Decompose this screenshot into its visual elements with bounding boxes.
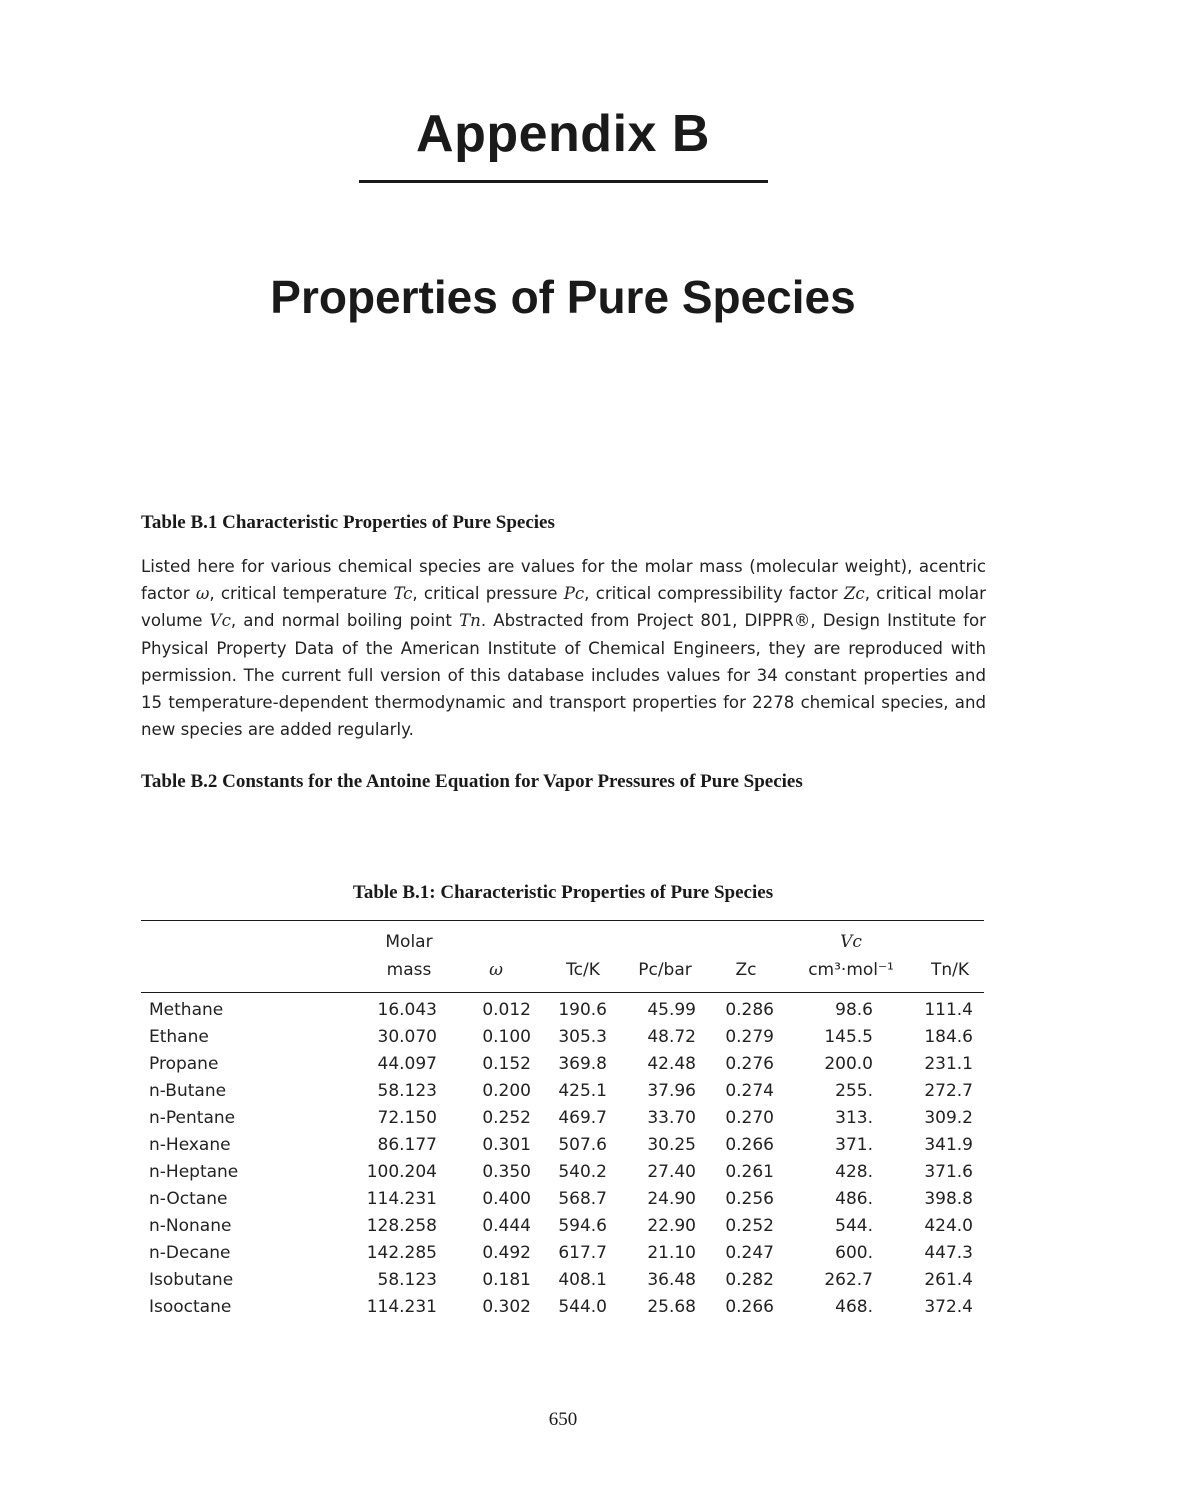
cell-zc: 0.274 bbox=[725, 1081, 774, 1101]
header-pc: Pc/bar bbox=[638, 960, 692, 980]
cell-omega: 0.200 bbox=[482, 1081, 531, 1101]
table-row bbox=[141, 1081, 984, 1108]
cell-omega: 0.100 bbox=[482, 1027, 531, 1047]
header-vc-units: cm³·mol⁻¹ bbox=[808, 960, 894, 980]
cell-name: n-Decane bbox=[149, 1243, 231, 1263]
cell-tn: 371.6 bbox=[924, 1162, 973, 1182]
cell-mass: 142.285 bbox=[366, 1243, 437, 1263]
cell-vc: 428. bbox=[835, 1162, 873, 1182]
cell-vc: 200.0 bbox=[824, 1054, 873, 1074]
cell-tn: 309.2 bbox=[924, 1108, 973, 1128]
cell-omega: 0.152 bbox=[482, 1054, 531, 1074]
cell-mass: 72.150 bbox=[377, 1108, 437, 1128]
cell-tn: 341.9 bbox=[924, 1135, 973, 1155]
cell-name: Methane bbox=[149, 1000, 224, 1020]
table-row bbox=[141, 1270, 984, 1297]
table-row bbox=[141, 1216, 984, 1243]
cell-name: n-Nonane bbox=[149, 1216, 232, 1236]
cell-omega: 0.350 bbox=[482, 1162, 531, 1182]
cell-vc: 313. bbox=[835, 1108, 873, 1128]
cell-vc: 262.7 bbox=[824, 1270, 873, 1290]
cell-name: Propane bbox=[149, 1054, 219, 1074]
cell-zc: 0.276 bbox=[725, 1054, 774, 1074]
cell-zc: 0.270 bbox=[725, 1108, 774, 1128]
table-row bbox=[141, 1054, 984, 1081]
cell-mass: 58.123 bbox=[377, 1270, 437, 1290]
table-row bbox=[141, 1108, 984, 1135]
cell-omega: 0.302 bbox=[482, 1297, 531, 1317]
desc-part4: , critical compressibility factor bbox=[584, 584, 844, 604]
header-vc: Vc bbox=[840, 932, 862, 952]
cell-tc: 469.7 bbox=[558, 1108, 607, 1128]
table-b2-heading: Table B.2 Constants for the Antoine Equation for Vapor Pressures of Pure Species bbox=[141, 771, 803, 792]
cell-pc: 48.72 bbox=[647, 1027, 696, 1047]
cell-tc: 540.2 bbox=[558, 1162, 607, 1182]
cell-name: n-Heptane bbox=[149, 1162, 239, 1182]
cell-zc: 0.261 bbox=[725, 1162, 774, 1182]
symbol-pc: Pc bbox=[563, 584, 585, 604]
cell-mass: 44.097 bbox=[377, 1054, 437, 1074]
cell-zc: 0.282 bbox=[725, 1270, 774, 1290]
cell-pc: 42.48 bbox=[647, 1054, 696, 1074]
desc-part6: , and normal boiling point bbox=[230, 611, 460, 631]
desc-part7: . Abstracted from Project 801, DIPPR®, Design Institute for Physical Property Data of the American Institute of Chemical Engineers, they are reproduced with permission. The current full version of this database includes values for 34 constant properties and 15 temperature-dependent thermodynamic and transport properties for 2278 chemical species, and new species are added regularly. bbox=[141, 611, 987, 740]
chapter-title: Properties of Pure Species bbox=[270, 271, 856, 323]
cell-tn: 261.4 bbox=[924, 1270, 973, 1290]
cell-tc: 594.6 bbox=[558, 1216, 607, 1236]
table-header-rule bbox=[141, 992, 984, 993]
cell-mass: 30.070 bbox=[377, 1027, 437, 1047]
cell-omega: 0.181 bbox=[482, 1270, 531, 1290]
cell-vc: 486. bbox=[835, 1189, 873, 1209]
desc-part5: , critical molar volume bbox=[141, 584, 986, 631]
header-tc: Tc/K bbox=[566, 960, 600, 980]
cell-pc: 22.90 bbox=[647, 1216, 696, 1236]
cell-vc: 255. bbox=[835, 1081, 873, 1101]
symbol-omega: ω bbox=[195, 584, 210, 604]
cell-pc: 33.70 bbox=[647, 1108, 696, 1128]
cell-vc: 145.5 bbox=[824, 1027, 873, 1047]
cell-name: Isooctane bbox=[149, 1297, 232, 1317]
cell-tc: 305.3 bbox=[558, 1027, 607, 1047]
cell-name: n-Octane bbox=[149, 1189, 228, 1209]
cell-mass: 114.231 bbox=[366, 1189, 437, 1209]
header-tn: Tn/K bbox=[930, 960, 970, 980]
desc-part2: , critical temperature bbox=[209, 584, 394, 604]
cell-mass: 86.177 bbox=[377, 1135, 437, 1155]
symbol-tn: Tn bbox=[459, 611, 481, 631]
cell-tn: 231.1 bbox=[924, 1054, 973, 1074]
table-b1-heading: Table B.1 Characteristic Properties of Pure Species bbox=[141, 512, 555, 533]
table-row bbox=[141, 1189, 984, 1216]
table-b1-description bbox=[141, 553, 986, 743]
cell-vc: 98.6 bbox=[835, 1000, 873, 1020]
cell-vc: 371. bbox=[835, 1135, 873, 1155]
symbol-zc: Zc bbox=[843, 584, 865, 604]
page-number: 650 bbox=[548, 1409, 578, 1430]
cell-mass: 16.043 bbox=[377, 1000, 437, 1020]
header-molar: Molar bbox=[385, 932, 433, 952]
symbol-tc: Tc bbox=[393, 584, 413, 604]
header-zc: Zc bbox=[735, 960, 757, 980]
cell-tn: 111.4 bbox=[924, 1000, 973, 1020]
header-omega: ω bbox=[489, 960, 503, 980]
cell-mass: 114.231 bbox=[366, 1297, 437, 1317]
cell-zc: 0.279 bbox=[725, 1027, 774, 1047]
cell-tc: 190.6 bbox=[558, 1000, 607, 1020]
cell-zc: 0.247 bbox=[725, 1243, 774, 1263]
cell-mass: 58.123 bbox=[377, 1081, 437, 1101]
cell-omega: 0.012 bbox=[482, 1000, 531, 1020]
cell-tc: 617.7 bbox=[558, 1243, 607, 1263]
cell-tn: 272.7 bbox=[924, 1081, 973, 1101]
cell-pc: 21.10 bbox=[647, 1243, 696, 1263]
cell-omega: 0.400 bbox=[482, 1189, 531, 1209]
cell-zc: 0.266 bbox=[725, 1135, 774, 1155]
table-row bbox=[141, 1297, 984, 1324]
cell-zc: 0.252 bbox=[725, 1216, 774, 1236]
desc-part1: Listed here for various chemical species are values for the molar mass (molecular weight), acentric factor bbox=[141, 557, 986, 604]
table-row bbox=[141, 1135, 984, 1162]
cell-tc: 408.1 bbox=[558, 1270, 607, 1290]
cell-name: n-Pentane bbox=[149, 1108, 236, 1128]
cell-zc: 0.256 bbox=[725, 1189, 774, 1209]
desc-part3: , critical pressure bbox=[412, 584, 564, 604]
cell-name: Ethane bbox=[149, 1027, 209, 1047]
cell-mass: 128.258 bbox=[366, 1216, 437, 1236]
table-row bbox=[141, 1162, 984, 1189]
table-row bbox=[141, 1000, 984, 1027]
cell-pc: 25.68 bbox=[647, 1297, 696, 1317]
cell-zc: 0.286 bbox=[725, 1000, 774, 1020]
cell-pc: 36.48 bbox=[647, 1270, 696, 1290]
table-row bbox=[141, 1243, 984, 1270]
cell-tc: 369.8 bbox=[558, 1054, 607, 1074]
cell-name: Isobutane bbox=[149, 1270, 234, 1290]
cell-tn: 424.0 bbox=[924, 1216, 973, 1236]
cell-omega: 0.444 bbox=[482, 1216, 531, 1236]
cell-tc: 568.7 bbox=[558, 1189, 607, 1209]
cell-omega: 0.492 bbox=[482, 1243, 531, 1263]
cell-mass: 100.204 bbox=[366, 1162, 437, 1182]
cell-tc: 425.1 bbox=[558, 1081, 607, 1101]
title-rule bbox=[359, 180, 768, 183]
cell-tn: 398.8 bbox=[924, 1189, 973, 1209]
cell-name: n-Butane bbox=[149, 1081, 227, 1101]
cell-vc: 544. bbox=[835, 1216, 873, 1236]
cell-vc: 468. bbox=[835, 1297, 873, 1317]
cell-pc: 30.25 bbox=[647, 1135, 696, 1155]
appendix-title: Appendix B bbox=[416, 105, 710, 163]
cell-name: n-Hexane bbox=[149, 1135, 231, 1155]
cell-pc: 27.40 bbox=[647, 1162, 696, 1182]
symbol-vc: Vc bbox=[209, 611, 231, 631]
cell-pc: 24.90 bbox=[647, 1189, 696, 1209]
cell-vc: 600. bbox=[835, 1243, 873, 1263]
cell-tn: 372.4 bbox=[924, 1297, 973, 1317]
cell-omega: 0.301 bbox=[482, 1135, 531, 1155]
table-caption: Table B.1: Characteristic Properties of Pure Species bbox=[352, 882, 774, 903]
cell-omega: 0.252 bbox=[482, 1108, 531, 1128]
table-row bbox=[141, 1027, 984, 1054]
cell-tc: 507.6 bbox=[558, 1135, 607, 1155]
cell-tn: 184.6 bbox=[924, 1027, 973, 1047]
cell-tn: 447.3 bbox=[924, 1243, 973, 1263]
cell-pc: 37.96 bbox=[647, 1081, 696, 1101]
cell-zc: 0.266 bbox=[725, 1297, 774, 1317]
header-mass: mass bbox=[386, 960, 432, 980]
table-top-rule bbox=[141, 920, 984, 921]
cell-tc: 544.0 bbox=[558, 1297, 607, 1317]
cell-pc: 45.99 bbox=[647, 1000, 696, 1020]
